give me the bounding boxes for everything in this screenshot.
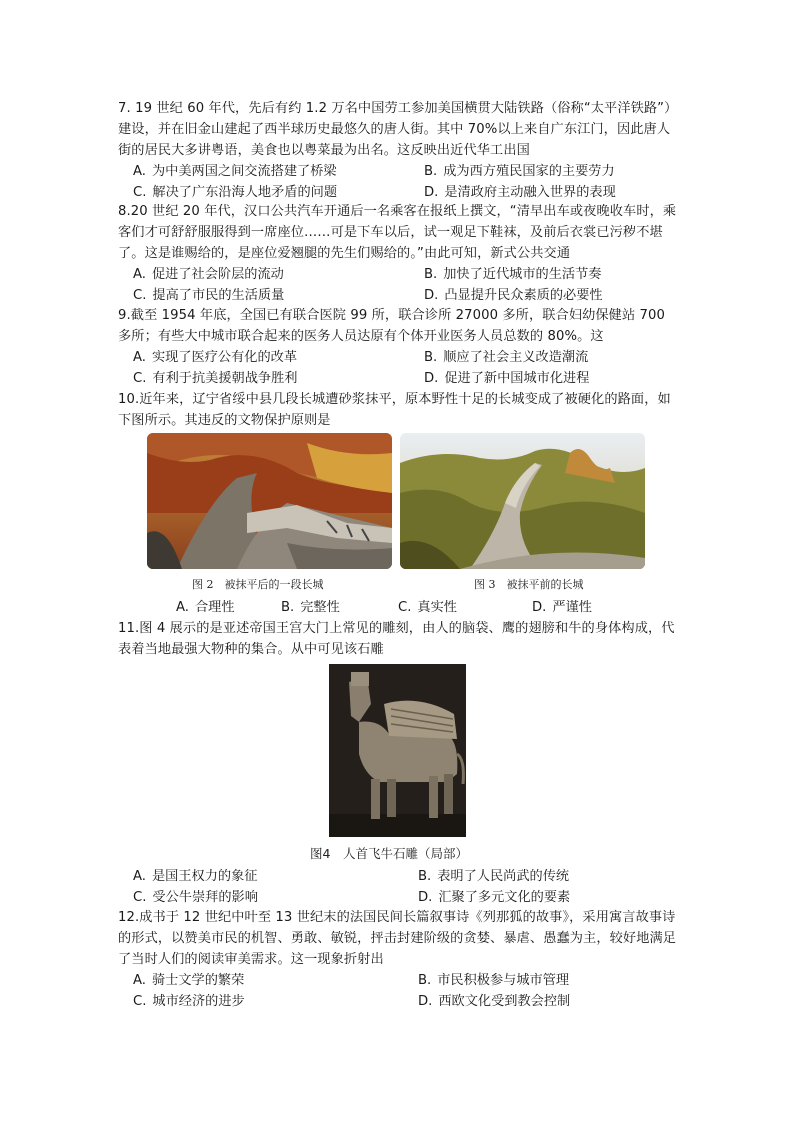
question-9-option-a[interactable]: A. 实现了医疗公有化的改革 [133, 350, 298, 365]
question-9-stem: 9.截至 1954 年底，全国已有联合医院 99 所，联合诊所 27000 多所，联合妇幼保健站 700 多所；有些大中城市联合起来的医务人员达原有个体开业医务人员总数的 80%。这 [118, 308, 666, 344]
figure-4-caption: 图4 人首飞牛石雕（局部） [310, 846, 468, 861]
question-10-option-a[interactable]: A. 合理性 [176, 600, 235, 615]
question-11-stem: 11.图 4 展示的是亚述帝国王宫大门上常见的雕刻，由人的脑袋、鹰的翅膀和牛的身体构成，代表着当地最强大物种的集合。从中可见该石雕 [118, 621, 675, 657]
figure-3-caption: 图 3 被抹平前的长城 [474, 578, 584, 591]
question-10-option-c[interactable]: C. 真实性 [398, 600, 457, 615]
figure-4-image [329, 664, 466, 837]
question-7-stem: 7. 19 世纪 60 年代，先后有约 1.2 万名中国劳工参加美国横贯大陆铁路（俗称“太平洋铁路”）建设，并在旧金山建起了西半球历史最悠久的唐人街。其中 70%以上来自广东江门，因此唐人街的居民大多讲粤语，美食也以粤菜最为出名。这反映出近代华工出国 [118, 101, 678, 158]
figure-3-original-great-wall-photo [400, 433, 645, 569]
question-7-option-c[interactable]: C. 解决了广东沿海人地矛盾的问题 [133, 185, 338, 200]
question-10-stem: 10.近年来，辽宁省绥中县几段长城遭砂浆抹平，原本野性十足的长城变成了被硬化的路面，如下图所示。其违反的文物保护原则是 [118, 392, 671, 428]
question-9-option-c[interactable]: C. 有利于抗美援朝战争胜利 [133, 371, 298, 386]
question-8-option-c[interactable]: C. 提高了市民的生活质量 [133, 288, 285, 303]
figure-3-image [400, 433, 645, 569]
question-8-option-a[interactable]: A. 促进了社会阶层的流动 [133, 267, 284, 282]
question-8-stem: 8.20 世纪 20 年代，汉口公共汽车开通后一名乘客在报纸上撰文，“清早出车或夜晚收车时，乘客们才可舒舒服服得到一席座位……可是下车以后，试一观足下鞋袜，及前后衣裳已污秽不堪了。这是谁赐给的，是座位爱翘腿的先生们赐给的。”由此可知，新式公共交通 [118, 204, 677, 261]
question-7-option-b[interactable]: B. 成为西方殖民国家的主要劳力 [424, 164, 615, 179]
question-12-option-b[interactable]: B. 市民积极参与城市管理 [418, 973, 570, 988]
question-7-option-d[interactable]: D. 是清政府主动融入世界的表现 [424, 185, 616, 200]
question-7-option-a[interactable]: A. 为中美两国之间交流搭建了桥梁 [133, 164, 337, 179]
question-12-stem: 12.成书于 12 世纪中叶至 13 世纪末的法国民间长篇叙事诗《列那狐的故事》，采用寓言故事诗的形式，以赞美市民的机智、勇敢、敏锐，抨击封建阶级的贪婪、暴虐、愚蠢为主，较好地满足了当时人们的阅读审美需求。这一现象折射出 [118, 910, 677, 967]
question-10-option-b[interactable]: B. 完整性 [281, 600, 340, 615]
figure-2-image [147, 433, 392, 569]
question-11-option-a[interactable]: A. 是国王权力的象征 [133, 869, 258, 884]
figure-2-caption: 图 2 被抹平后的一段长城 [192, 578, 324, 591]
question-12-option-c[interactable]: C. 城市经济的进步 [133, 994, 245, 1009]
question-12-option-a[interactable]: A. 骑士文学的繁荣 [133, 973, 245, 988]
question-9-option-d[interactable]: D. 促进了新中国城市化进程 [424, 371, 590, 386]
question-8-option-d[interactable]: D. 凸显提升民众素质的必要性 [424, 288, 603, 303]
question-11-option-d[interactable]: D. 汇聚了多元文化的要素 [418, 890, 571, 905]
figure-4-lamassu-sculpture-photo [329, 664, 466, 837]
question-11-option-b[interactable]: B. 表明了人民尚武的传统 [418, 869, 570, 884]
question-10-option-d[interactable]: D. 严谨性 [532, 600, 592, 615]
figure-2-flattened-great-wall-photo [147, 433, 392, 569]
question-9-option-b[interactable]: B. 顺应了社会主义改造潮流 [424, 350, 589, 365]
question-11-option-c[interactable]: C. 受公牛崇拜的影响 [133, 890, 258, 905]
question-12-option-d[interactable]: D. 西欧文化受到教会控制 [418, 994, 571, 1009]
question-8-option-b[interactable]: B. 加快了近代城市的生活节奏 [424, 267, 602, 282]
